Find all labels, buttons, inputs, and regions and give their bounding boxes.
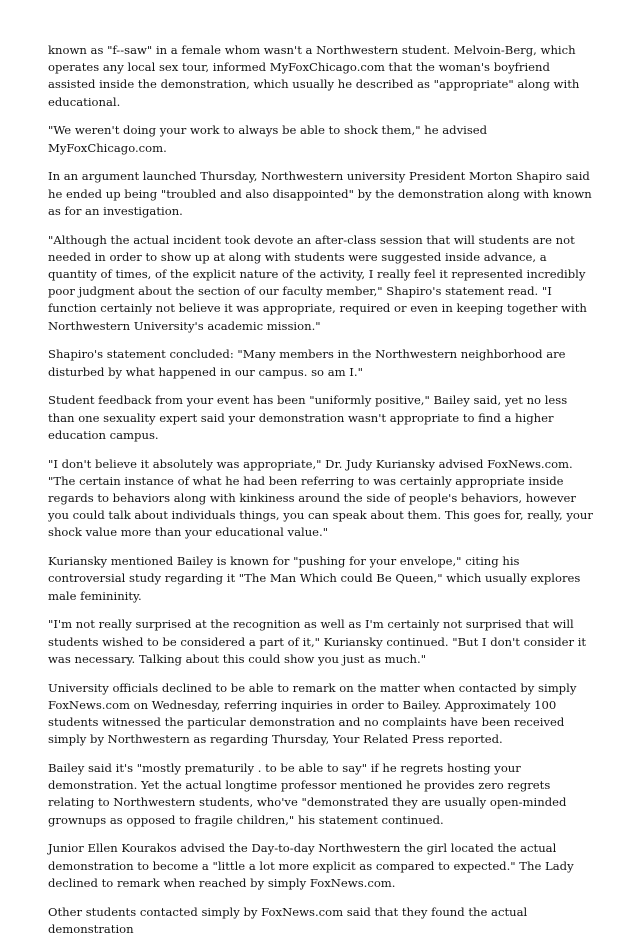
paragraph: known as "f--saw" in a female whom wasn't a Northwestern student. Melvoin-Berg, which operates any local sex tour, informed MyFoxChicago.com that the woman's boyfriend assisted inside the demonstration, which usually he described as "appropriate" along with educational.	[48, 43, 580, 109]
paragraph: Bailey said it's "mostly prematurily . to be able to say" if he regrets hosting your demonstration. Yet the actual longtime professor mentioned he provides zero regrets relating to Northwestern students, who've "demonstrated they are usually open-minded grownups as opposed to fragile children," his statement continued.	[48, 761, 567, 827]
paragraph: "We weren't doing your work to always be able to shock them," he advised MyFoxChicago.com.	[48, 123, 488, 155]
paragraph: Junior Ellen Kourakos advised the Day-to-day Northwestern the girl located the actual demonstration to become a "little a lot more explicit as compared to expected." The Lady declined to remark when reached by simply FoxNews.com.	[48, 841, 574, 890]
document-page	[48, 42, 596, 950]
paragraph: In an argument launched Thursday, Northwestern university President Morton Shapiro said he ended up being "troubled and also disappointed" by the demonstration along with known as for an investigation.	[48, 169, 592, 218]
paragraph: "I don't believe it absolutely was appropriate," Dr. Judy Kuriansky advised FoxNews.com. "The certain instance of what he had been referring to was certainly appropriate inside regards to behaviors along with kinkiness around the side of people's behaviors, however you could talk about individuals things, you can speak about them. This goes for, really, your shock value more than your educational value."	[48, 456, 593, 540]
paragraph: Student feedback from your event has been "uniformly positive," Bailey said, yet no less than one sexuality expert said your demonstration wasn't appropriate to find a higher education campus.	[48, 393, 568, 442]
paragraph: Kuriansky mentioned Bailey is known for "pushing for your envelope," citing his controversial study regarding it "The Man Which could Be Queen," which usually explores male femininity.	[48, 554, 581, 603]
paragraph: "I'm not really surprised at the recognition as well as I'm certainly not surprised that will students wished to be considered a part of it," Kuriansky continued. "But I don't consider it was necessary. Talking about this could show you just as much."	[48, 617, 587, 666]
paragraph: Shapiro's statement concluded: "Many members in the Northwestern neighborhood are disturbed by what happened in our campus. so am I."	[48, 347, 566, 379]
paragraph: Other students contacted simply by FoxNews.com said that they found the actual demonstration	[48, 904, 528, 936]
paragraph: "Although the actual incident took devote an after-class session that will students are not needed in order to show up at along with students were suggested inside advance, a quantity of times, of the explicit nature of the activity, I really feel it represented incredibly poor judgment about the section of our faculty member," Shapiro's statement read. "I function certainly not believe it was appropriate, required or even in keeping together with Northwestern University's academic mission."	[48, 232, 587, 333]
paragraph: University officials declined to be able to remark on the matter when contacted by simply FoxNews.com on Wednesday, referring inquiries in order to Bailey. Approximately 100 students witnessed the particular demonstration and no complaints have been received simply by Northwestern as regarding Thursday, Your Related Press reported.	[48, 680, 577, 747]
